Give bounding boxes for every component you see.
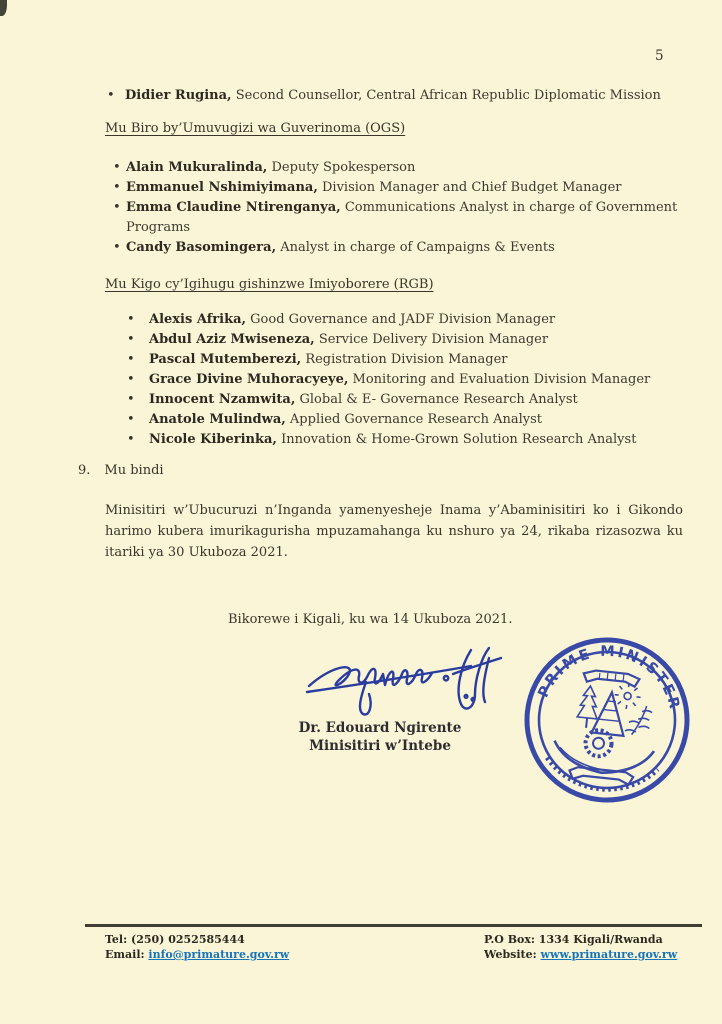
place-date-line: Bikorewe i Kigali, ku wa 14 Ukuboza 2021.: [228, 612, 513, 627]
list-item: [112, 198, 678, 238]
list-item: [112, 158, 678, 178]
person-name: Alexis Afrika,: [149, 312, 247, 327]
footer-pobox-line: [484, 932, 677, 947]
person-role: Second Counsellor, Central African Republic Diplomatic Mission: [235, 88, 661, 103]
person-role: Global & E- Governance Research Analyst: [299, 392, 578, 407]
person-name: Candy Basomingera,: [126, 240, 277, 255]
person-name: Emma Claudine Ntirenganya,: [126, 200, 341, 215]
person-name: Innocent Nzamwita,: [149, 392, 296, 407]
footer-website-line: [484, 947, 677, 962]
person-role: Communications Analyst in charge of Government Programs: [126, 200, 678, 235]
signatory-block: [255, 719, 505, 755]
person-name: Nicole Kiberinka,: [149, 432, 277, 447]
person-name: Alain Mukuralinda,: [126, 160, 268, 175]
person-role: Monitoring and Evaluation Division Manager: [352, 372, 651, 387]
person-role: Applied Governance Research Analyst: [289, 412, 542, 427]
pobox-value: 1334 Kigali/Rwanda: [538, 933, 663, 946]
svg-text:PRIME MINISTER: [535, 636, 688, 714]
numbered-heading: [78, 463, 164, 478]
signatory-title: Minisitiri w’Intebe: [309, 738, 451, 754]
list-item: [125, 310, 685, 330]
ogs-staff-list: [112, 158, 678, 258]
section-heading-rgb: Mu Kigo cy’Igihugu gishinzwe Imiyoborere (RGB): [105, 277, 434, 292]
person-role: Service Delivery Division Manager: [318, 332, 549, 347]
website-link[interactable]: www.primature.gov.rw: [540, 948, 678, 961]
person-role: Analyst in charge of Campaigns & Events: [280, 240, 555, 255]
list-item: [125, 350, 685, 370]
person-name: Anatole Mulindwa,: [149, 412, 286, 427]
email-link[interactable]: info@primature.gov.rw: [148, 948, 290, 961]
item-label: Mu bindi: [104, 463, 164, 478]
signature: [303, 640, 521, 722]
item-number: 9.: [78, 463, 91, 478]
body-paragraph: Minisitiri w’Ubucuruzi n’Inganda yamenyesheje Inama y’Abaminisitiri ko i Gikondo harimo kubera imurikagurisha mpuzamahanga ku nshuro ya 24, rikaba rizasozwa ku itariki ya 30 Ukuboza 2021.: [105, 503, 683, 560]
rgb-staff-list: [125, 310, 685, 450]
tel-value: (250) 0252585444: [131, 933, 245, 946]
person-name: Pascal Mutemberezi,: [149, 352, 302, 367]
footer-divider: [85, 924, 702, 927]
list-item: [125, 430, 685, 450]
person-name: Abdul Aziz Mwiseneza,: [149, 332, 315, 347]
page-number: 5: [655, 48, 664, 64]
person-name: Emmanuel Nshimiyimana,: [126, 180, 318, 195]
section-heading-ogs: Mu Biro by’Umuvugizi wa Guverinoma (OGS): [105, 121, 406, 136]
person-role: Innovation & Home-Grown Solution Research Analyst: [281, 432, 637, 447]
person-name: Grace Divine Muhoracyeye,: [149, 372, 349, 387]
list-item: [125, 410, 685, 430]
list-item: [112, 238, 678, 258]
list-item: [125, 370, 685, 390]
footer-tel-line: [105, 932, 289, 947]
footer-email-line: [105, 947, 289, 962]
scan-artifact: [0, 0, 7, 16]
person-role: Good Governance and JADF Division Manager: [250, 312, 556, 327]
list-item: [125, 390, 685, 410]
email-label: Email:: [105, 948, 145, 961]
person-role: Registration Division Manager: [305, 352, 508, 367]
signatory-name: Dr. Edouard Ngirente: [298, 720, 462, 736]
pobox-label: P.O Box:: [484, 933, 535, 946]
prime-minister-stamp-icon: [512, 625, 701, 814]
person-role: Deputy Spokesperson: [271, 160, 416, 175]
person-role: Division Manager and Chief Budget Manager: [321, 180, 622, 195]
bullet-icon: •: [107, 88, 115, 103]
list-item: [125, 330, 685, 350]
list-item: [105, 86, 690, 106]
tel-label: Tel:: [105, 933, 128, 946]
website-label: Website:: [484, 948, 537, 961]
stamp-text: PRIME MINISTER: [535, 643, 683, 713]
list-item: [112, 178, 678, 198]
person-name: Didier Rugina,: [125, 88, 232, 103]
